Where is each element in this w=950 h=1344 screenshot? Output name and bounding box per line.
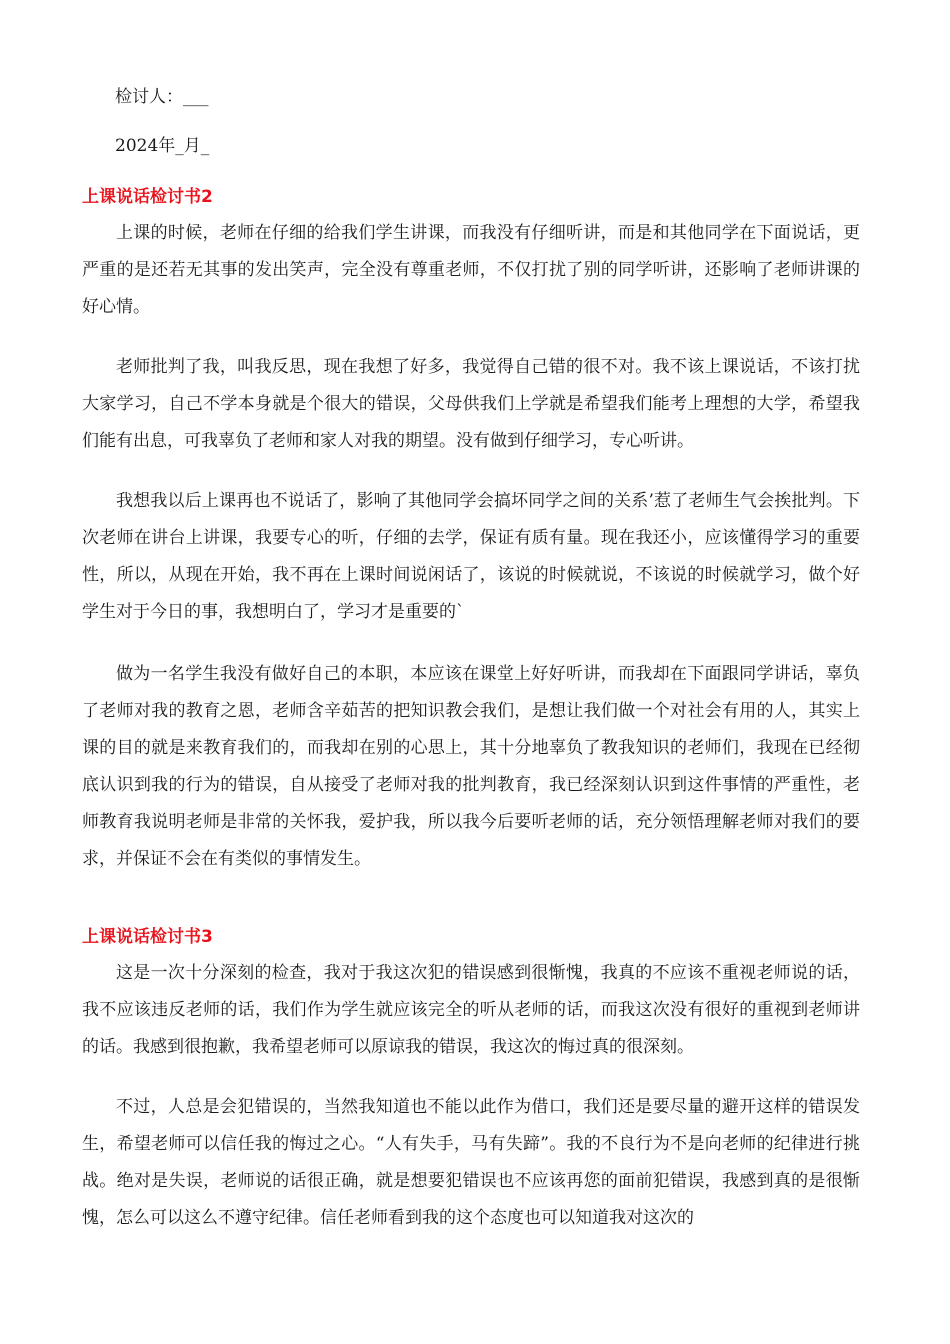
paragraph: 老师批判了我，叫我反思，现在我想了好多，我觉得自己错的很不对。我不该上课说话，不该打扰大家学习，自己不学本身就是个很大的错误，父母供我们上学就是希望我们能考上理想的大学，希望我们能有出息，可我辜负了老师和家人对我的期望。没有做到仔细学习，专心听讲。	[82, 357, 860, 451]
paragraph: 不过，人总是会犯错误的，当然我知道也不能以此作为借口，我们还是要尽量的避开这样的错误发生，希望老师可以信任我的悔过之心。“人有失手，马有失蹄”。我的不良行为不是向老师的纪律进行挑战。绝对是失误，老师说的话很正确，就是想要犯错误也不应该再您的面前犯错误，我感到真的是很惭愧，怎么可以这么不遵守纪律。信任老师看到我的这个态度也可以知道我对这次的	[82, 1097, 860, 1228]
reviewer-signature-line: 检讨人：___	[115, 87, 209, 107]
paragraph: 这是一次十分深刻的检查，我对于我这次犯的错误感到很惭愧，我真的不应该不重视老师说的话，我不应该违反老师的话，我们作为学生就应该完全的听从老师的话，而我这次没有很好的重视到老师讲的话。我感到很抱歉，我希望老师可以原谅我的错误，我这次的悔过真的很深刻。	[82, 963, 860, 1057]
paragraph: 做为一名学生我没有做好自己的本职，本应该在课堂上好好听讲，而我却在下面跟同学讲话，辜负了老师对我的教育之恩，老师含辛茹苦的把知识教会我们，是想让我们做一个对社会有用的人，其实上课的目的就是来教育我们的，而我却在别的心思上，其十分地辜负了教我知识的老师们，我现在已经彻底认识到我的行为的错误，自从接受了老师对我的批判教育，我已经深刻认识到这件事情的严重性，老师教育我说明老师是非常的关怀我，爱护我，所以我今后要听老师的话，充分领悟理解老师对我们的要求，并保证不会在有类似的事情发生。	[82, 664, 860, 869]
section-heading-3: 上课说话检讨书3	[82, 927, 213, 947]
date-line: 2024年_月_	[115, 136, 210, 156]
paragraph: 我想我以后上课再也不说话了，影响了其他同学会搞坏同学之间的关系’惹了老师生气会挨批判。下次老师在讲台上讲课，我要专心的听，仔细的去学，保证有质有量。现在我还小，应该懂得学习的重要性，所以，从现在开始，我不再在上课时间说闲话了，该说的时候就说，不该说的时候就学习，做个好学生对于今日的事，我想明白了，学习才是重要的`	[82, 491, 860, 622]
paragraph: 上课的时候，老师在仔细的给我们学生讲课，而我没有仔细听讲，而是和其他同学在下面说话，更严重的是还若无其事的发出笑声，完全没有尊重老师，不仅打扰了别的同学听讲，还影响了老师讲课的好心情。	[82, 223, 860, 317]
section-heading-2: 上课说话检讨书2	[82, 187, 213, 207]
